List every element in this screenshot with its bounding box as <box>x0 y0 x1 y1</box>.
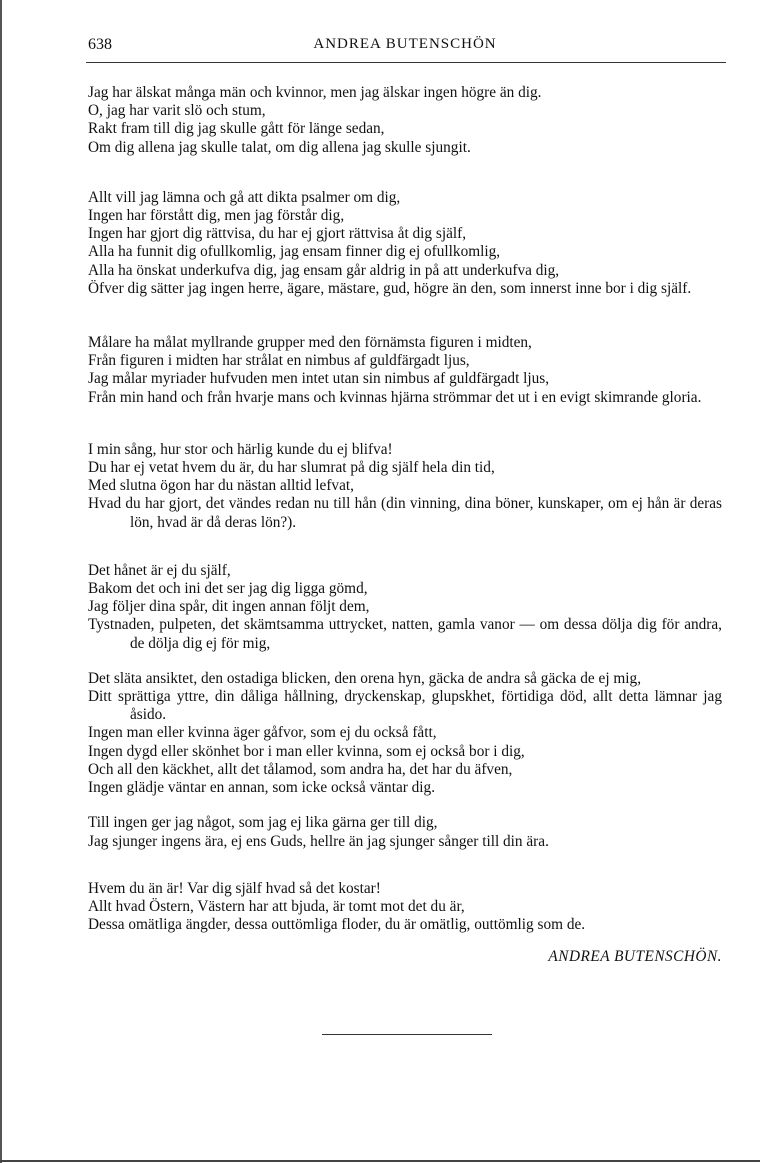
scan-bottom-edge <box>0 1160 760 1162</box>
verse-line: Allt hvad Östern, Västern har att bjuda, är tomt mot det du är, <box>88 897 465 915</box>
verse-line: Det släta ansiktet, den ostadiga blicken, den orena hyn, gäcka de andra så gäcka de ej mig, <box>88 669 642 687</box>
stanza <box>88 562 722 653</box>
verse-line: Jag följer dina spår, dit ingen annan följt dem, <box>88 598 370 616</box>
verse-line: Ingen dygd eller skönhet bor i man eller kvinna, som ej också bor i dig, <box>88 742 525 760</box>
verse-line: Hvad du har gjort, det vändes redan nu till hån (din vinning, dina böner, kunskaper, om ej hån är deras lön, hvad är då deras lön?). <box>88 495 722 531</box>
stanza <box>88 670 722 797</box>
verse-line: Tystnaden, pulpeten, det skämtsamma uttrycket, natten, gamla vanor — om dessa dölja dig för andra, de dölja dig ej för mig, <box>88 616 722 652</box>
verse-line: Ingen glädje väntar en annan, som icke också väntar dig. <box>88 779 436 797</box>
verse-line: Från min hand och från hvarje mans och kvinnas hjärna strömmar det ut i en evigt skimrande gloria. <box>88 388 702 406</box>
running-title: ANDREA BUTENSCHÖN <box>313 36 497 52</box>
poem-body <box>88 84 722 967</box>
verse-line: Från figuren i midten har strålat en nimbus af guldfärgadt ljus, <box>88 352 470 370</box>
stanza <box>88 814 722 850</box>
verse-line: Målare ha målat myllrande grupper med den förnämsta figuren i midten, <box>88 334 532 352</box>
stanza <box>88 441 722 532</box>
verse-line: Du har ej vetat hvem du är, du har slumrat på dig själf hela din tid, <box>88 459 495 477</box>
verse-line: Jag sjunger ingens ära, ej ens Guds, hellre än jag sjunger sånger till din ära. <box>88 832 549 850</box>
verse-line: Bakom det och ini det ser jag dig ligga gömd, <box>88 580 368 598</box>
verse-line: Ingen har förstått dig, men jag förstår dig, <box>88 207 345 225</box>
verse-line: Det hånet är ej du själf, <box>88 561 231 579</box>
verse-line: Öfver dig sätter jag ingen herre, ägare, mästare, gud, högre än den, som innerst inne bor i dig själf. <box>88 279 692 297</box>
verse-line: Ingen har gjort dig rättvisa, du har ej gjort rättvisa åt dig själf, <box>88 225 467 243</box>
stanza <box>88 84 722 157</box>
stanza <box>88 189 722 298</box>
verse-line: Alla ha funnit dig ofullkomlig, jag ensam finner dig ej ofullkomlig, <box>88 243 501 261</box>
stanza <box>88 334 722 407</box>
verse-line: Med slutna ögon har du nästan alltid lefvat, <box>88 477 354 495</box>
end-rule <box>322 1034 492 1035</box>
verse-line: Jag målar myriader hufvuden men intet utan sin nimbus af guldfärgadt ljus, <box>88 370 550 388</box>
page-number: 638 <box>88 36 112 53</box>
verse-line: Om dig allena jag skulle talat, om dig allena jag skulle sjungit. <box>88 138 471 156</box>
stanza <box>88 880 722 935</box>
verse-line: Dessa omätliga ängder, dessa outtömliga floder, du är omätlig, outtömlig som de. <box>88 916 586 934</box>
header-rule <box>86 62 726 63</box>
verse-line: Allt vill jag lämna och gå att dikta psalmer om dig, <box>88 188 401 206</box>
verse-line: O, jag har varit slö och stum, <box>88 102 266 120</box>
verse-line: Alla ha önskat underkufva dig, jag ensam går aldrig in på att underkufva dig, <box>88 261 560 279</box>
verse-line: Till ingen ger jag något, som jag ej lika gärna ger till dig, <box>88 814 438 832</box>
scan-left-edge <box>0 0 2 1163</box>
verse-line: Ditt sprättiga yttre, din dåliga hållning, dryckenskap, glupskhet, förtidiga död, allt detta lämnar jag åsido. <box>88 688 722 724</box>
author-signature: ANDREA BUTENSCHÖN. <box>548 948 722 966</box>
verse-line: Jag har älskat många män och kvinnor, men jag älskar ingen högre än dig. <box>88 84 542 101</box>
verse-line: Hvem du än är! Var dig själf hvad så det kostar! <box>88 879 381 897</box>
verse-line: Rakt fram till dig jag skulle gått för länge sedan, <box>88 120 385 138</box>
verse-line: Och all den käckhet, allt det tålamod, som andra ha, det har du äfven, <box>88 760 513 778</box>
verse-line: Ingen man eller kvinna äger gåfvor, som ej du också fått, <box>88 724 437 742</box>
verse-line: I min sång, hur stor och härlig kunde du ej blifva! <box>88 440 393 458</box>
